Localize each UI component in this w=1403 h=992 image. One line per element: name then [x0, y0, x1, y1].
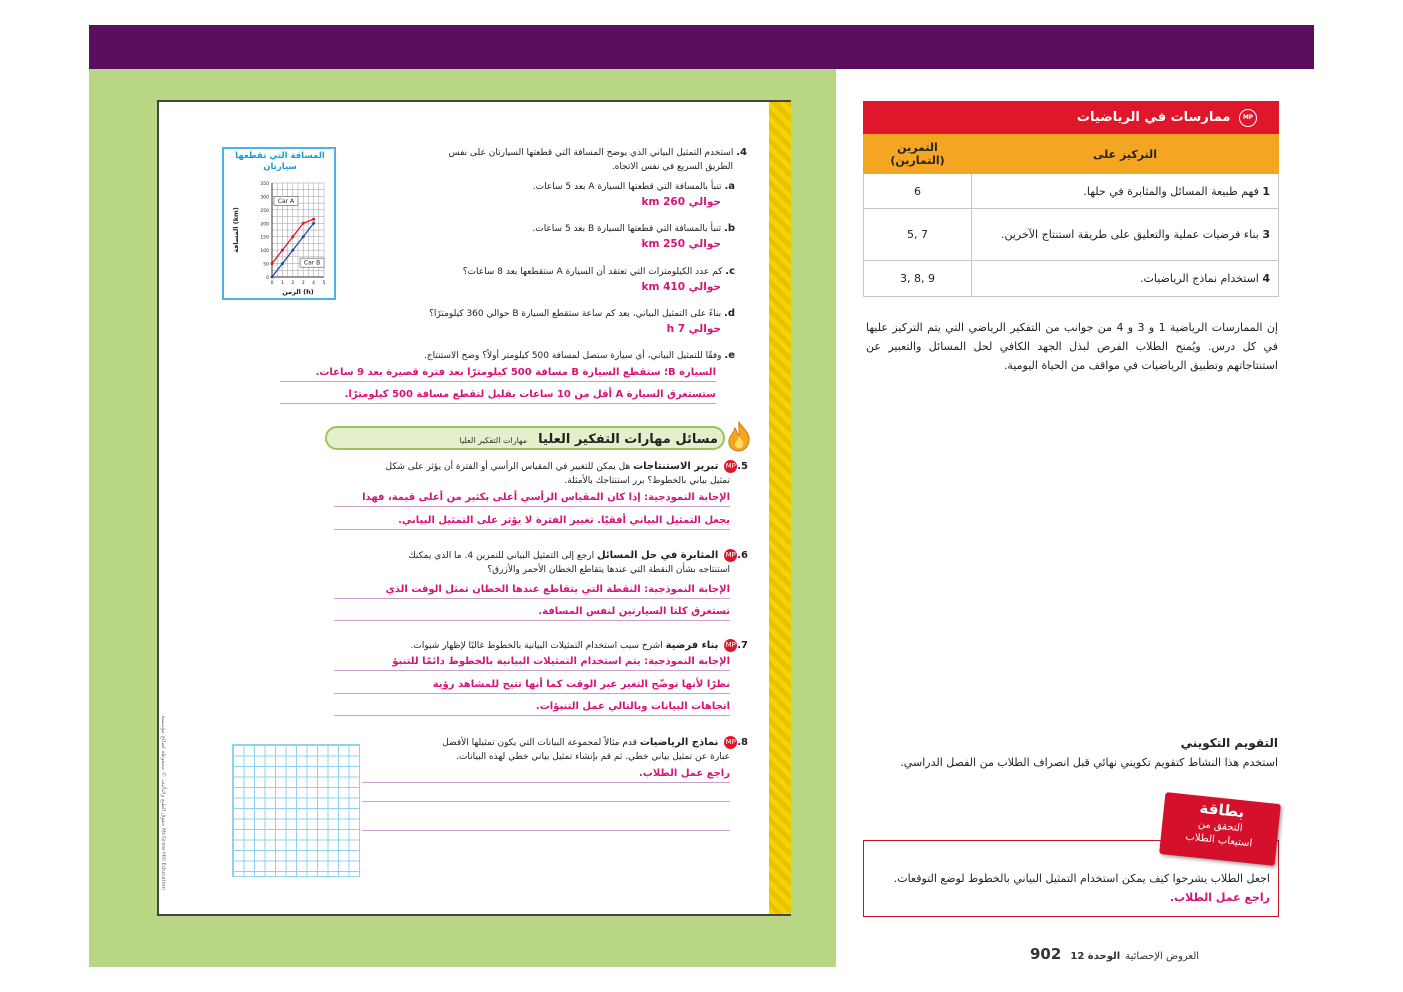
answer-line — [362, 829, 730, 831]
q4a-label: a. — [724, 181, 735, 192]
x-tick-label: 0 — [270, 281, 274, 286]
y-axis-label: المسافة (km) — [232, 207, 240, 253]
q4b-answer: حوالي 250 km — [641, 238, 721, 250]
q5-answer-1: الإجابة النموذجية: إذا كان المقياس الرأسي أعلى بكثير من أعلى قيمة، فهذا — [334, 490, 730, 507]
q4e-label: e. — [724, 350, 735, 361]
q7-answer-2: نظرًا لأنها توضّح التغير عبر الوقت كما أنها تتيح للمشاهد رؤية — [334, 677, 730, 694]
ticket-label-3: استيعاب الطلاب — [1184, 831, 1253, 850]
x-tick-label: 3 — [301, 281, 305, 286]
q5-title: تبرير الاستنتاجات — [633, 461, 719, 472]
q7-number: 7. — [737, 640, 748, 651]
data-point — [302, 222, 305, 225]
y-tick-label: 250 — [260, 208, 269, 214]
q6-answer-2: تستغرق كلتا السيارتين لنفس المسافة. — [334, 604, 730, 621]
q4e-answer-2: ستستغرق السيارة A أقل من 10 ساعات بقليل لتقطع مسافة 500 كيلومترًا. — [280, 387, 716, 404]
q5-number: 5. — [737, 461, 748, 472]
ticket-label-1: بطاقة — [1198, 798, 1246, 822]
x-axis-label: الزمن (h) — [282, 288, 314, 296]
data-point — [312, 222, 315, 225]
q5-text: هل يمكن للتغيير في المقياس الرأسي أو الفترة أن يؤثر على شكل — [385, 462, 631, 472]
practices-table — [863, 134, 1279, 297]
q6-text-2: استنتاجه بشأن النقطة التي عندها يتقاطع الخطان الأحمر والأزرق؟ — [487, 565, 730, 575]
col-focus-header: التركيز على — [972, 135, 1279, 174]
copyright-vertical: McGraw-Hill Education حقوق الطبع والتأليف © محفوظة لصالح مؤسسة — [160, 715, 166, 890]
q4-text-2: الطريق السريع في نفس الاتجاه. — [611, 162, 733, 172]
q5-answer-2: يجعل التمثيل البياني أفقيًا. تغيير الفترة لا يؤثر على التمثيل البياني. — [334, 513, 730, 530]
series-label-car-a: Car A — [277, 197, 295, 205]
q6-answer-1: الإجابة النموذجية: النقطة التي يتقاطع عندها الخطان تمثل الوقت الذي — [334, 582, 730, 599]
q8-title: نماذج الرياضيات — [639, 737, 719, 748]
mp-icon: MP — [1239, 109, 1257, 127]
data-point — [291, 249, 294, 252]
q4d-label: d. — [724, 308, 735, 319]
table-row — [864, 261, 1279, 297]
data-point — [281, 262, 284, 265]
q4a-answer: حوالي 260 km — [641, 196, 721, 208]
hots-subtitle: مهارات التفكير العليا — [459, 436, 528, 445]
page-edge-stripe — [769, 102, 791, 914]
y-tick-label: 200 — [260, 222, 269, 228]
q6-title: المثابرة في حل المسائل — [597, 550, 719, 561]
y-tick-label: 300 — [260, 195, 269, 201]
row-number: 4 — [1262, 272, 1270, 285]
q4a-text: تنبأ بالمسافة التي قطعتها السيارة A بعد 5 ساعات. — [532, 182, 722, 192]
q8-text: قدم مثالاً لمجموعة البيانات التي يكون تمثيلها الأفضل — [442, 738, 637, 748]
q7-answer-3: اتجاهات البيانات وبالتالي عمل التنبؤات. — [334, 699, 730, 716]
q4-text: استخدم التمثيل البياني الذي يوضح المسافة التي قطعتها السيارتان على نفس — [448, 148, 734, 158]
top-banner — [89, 25, 1314, 69]
q4b-text: تنبأ بالمسافة التي قطعتها السيارة B بعد 5 ساعات. — [532, 224, 722, 234]
q4c-text: كم عدد الكيلومترات التي تعتقد أن السيارة A ستقطعها بعد 8 ساعات؟ — [462, 267, 723, 277]
practices-paragraph: إن الممارسات الرياضية 1 و 3 و 4 من جوانب من التفكير الرياضي التي يتم التركيز عليها في كل درس. ويُمنح الطلاب الفرص لبذل الجهد الكافي لحل المسائل والتعبير عن استنتاجاتهم وتطبيق الرياضيات في مواقف من الحياة اليومية. — [866, 321, 1278, 372]
row-exercises: 6 — [864, 174, 972, 209]
row-number: 1 — [1262, 184, 1270, 198]
q4d-answer: حوالي 7 h — [666, 323, 721, 335]
unit-label: الوحدة 12 — [1070, 951, 1121, 962]
chart-title: المسافة التي تقطعها سيارتان — [235, 151, 325, 172]
data-point — [291, 235, 294, 238]
formative-text: استخدم هذا النشاط كتقويم تكويني نهائي قبل انصراف الطلاب من الفصل الدراسي. — [900, 756, 1278, 769]
q5-text-2: تمثيل بياني بالخطوط؟ برر استنتاجك بالأمثلة. — [564, 476, 730, 486]
y-tick-label: 0 — [266, 276, 269, 281]
x-tick-label: 1 — [280, 281, 284, 286]
data-point — [312, 218, 315, 221]
table-row — [864, 209, 1279, 261]
formative-title: التقويم التكويني — [1180, 736, 1278, 750]
q7-answer-1: الإجابة النموذجية: يتم استخدام التمثيلات البيانية بالخطوط دائمًا للتنبؤ — [334, 654, 730, 671]
q6-number: 6. — [737, 550, 748, 561]
row-number: 3 — [1262, 228, 1270, 241]
mp-icon: MP — [724, 736, 737, 749]
q4c-label: c. — [725, 266, 735, 277]
q4e-answer-1: السيارة B؛ ستقطع السيارة B مسافة 500 كيلومترًا بعد فترة قصيرة بعد 9 ساعات. — [280, 365, 716, 382]
q4b-label: b. — [724, 223, 735, 234]
q7-title: بناء فرضية — [665, 640, 719, 651]
practices-header — [863, 101, 1279, 134]
col-exercises-header: التمرين (التمارين) — [864, 135, 972, 174]
q8-number: 8. — [737, 737, 748, 748]
data-point — [271, 262, 274, 265]
q4d-text: بناءً على التمثيل البياني، بعد كم ساعة ستقطع السيارة B حوالي 360 كيلومترًا؟ — [429, 309, 722, 319]
row-exercises: 5, 7 — [864, 209, 972, 261]
mp-icon: MP — [724, 460, 737, 473]
y-tick-label: 50 — [263, 262, 269, 268]
ticket-answer: راجع عمل الطلاب. — [1169, 891, 1270, 904]
line-chart — [224, 173, 334, 300]
y-tick-label: 100 — [260, 249, 269, 255]
row-focus: استخدام نماذج الرياضيات. — [1139, 272, 1259, 285]
q8-answer: راجع عمل الطلاب. — [362, 766, 730, 783]
answer-line — [362, 800, 730, 802]
flame-icon — [725, 420, 753, 452]
mp-icon: MP — [724, 549, 737, 562]
row-focus: بناء فرضيات عملية والتعليق على طريقة استنتاج الآخرين. — [1000, 228, 1259, 241]
hots-title: مسائل مهارات التفكير العليا — [538, 432, 718, 447]
data-point — [302, 235, 305, 238]
q4-number: 4. — [736, 147, 747, 158]
series-label-car-b: Car B — [303, 259, 321, 267]
x-tick-label: 5 — [322, 281, 326, 286]
q8-text-2: عبارة عن تمثيل بياني خطي. ثم قم بإنشاء تمثيل بياني خطي لهذه البيانات. — [456, 752, 730, 762]
mp-icon: MP — [724, 639, 737, 652]
ticket-label-2: التحقق من — [1197, 818, 1244, 835]
q4e-text: وفقًا للتمثيل البياني، أي سيارة ستصل لمسافة 500 كيلومتر أولاً؟ وضح الاستنتاج. — [423, 351, 722, 361]
row-focus: فهم طبيعة المسائل والمثابرة في حلها. — [1083, 184, 1259, 198]
page-number: 902 — [1030, 945, 1062, 963]
x-tick-label: 4 — [312, 281, 316, 286]
practices-title: ممارسات في الرياضيات — [1076, 110, 1231, 125]
y-tick-label: 150 — [260, 235, 269, 241]
unit-title: العروض الإحصائية — [1125, 951, 1200, 962]
q4c-answer: حوالي 410 km — [641, 281, 721, 293]
q6-text: ارجع إلى التمثيل البياني للتمرين 4. ما الذي يمكنك — [408, 551, 595, 561]
chart-box — [222, 147, 336, 300]
q7-text: اشرح سبب استخدام التمثيلات البيانية بالخطوط غالبًا لإظهار شيوات. — [410, 641, 663, 651]
row-exercises: 3, 8, 9 — [864, 261, 972, 297]
x-tick-label: 2 — [291, 281, 295, 286]
ticket-badge — [1159, 792, 1281, 866]
data-point — [271, 276, 274, 279]
data-point — [281, 249, 284, 252]
table-row — [864, 174, 1279, 209]
blank-grid — [232, 744, 360, 877]
ticket-text: اجعل الطلاب يشرحوا كيف يمكن استخدام التمثيل البياني بالخطوط لوضع التوقعات. — [893, 872, 1270, 885]
y-tick-label: 350 — [260, 182, 269, 187]
